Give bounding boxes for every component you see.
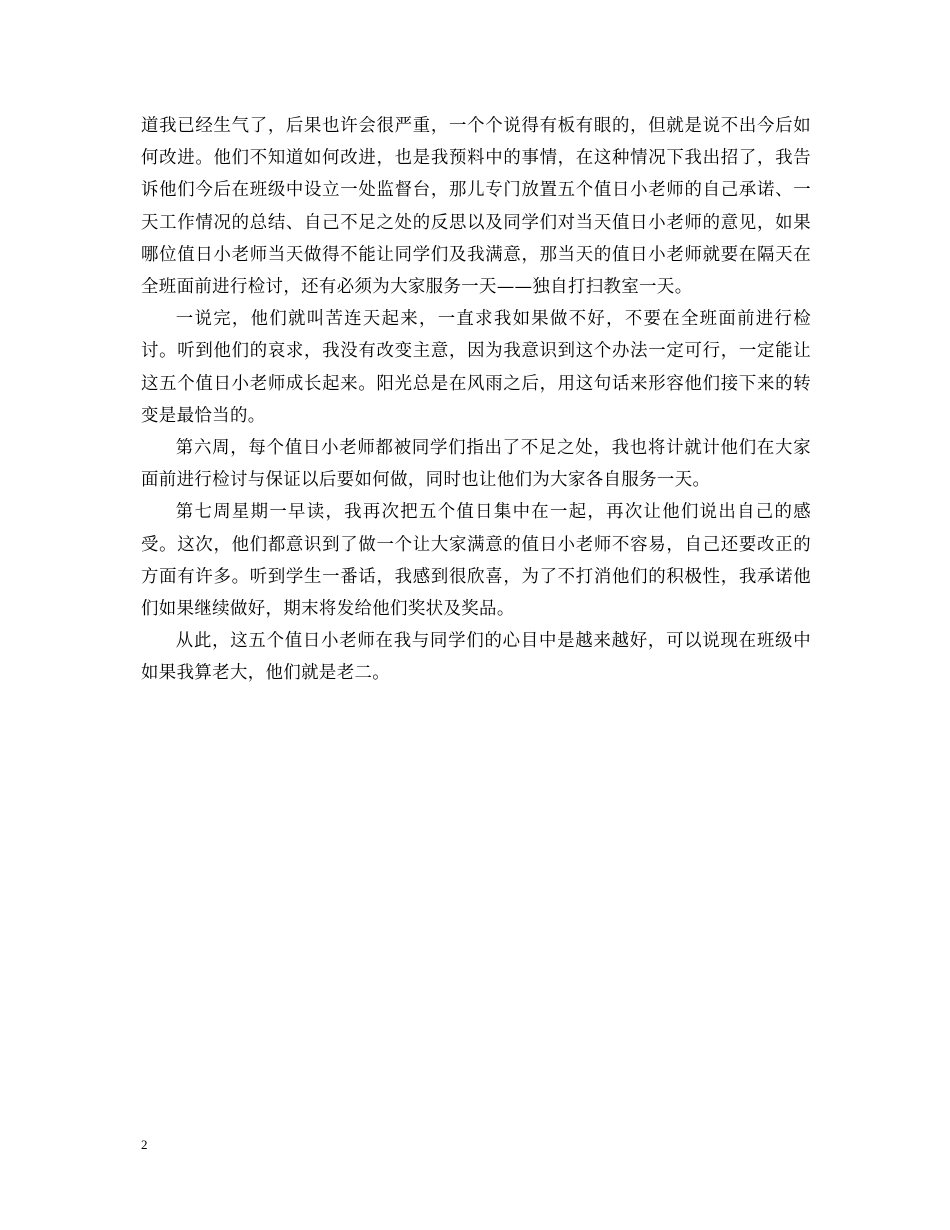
paragraph: 从此，这五个值日小老师在我与同学们的心目中是越来越好，可以说现在班级中如果我算老大，他们就是老二。 bbox=[141, 631, 811, 684]
paragraph: 第六周，每个值日小老师都被同学们指出了不足之处，我也将计就计他们在大家面前进行检讨与保证以后要如何做，同时也让他们为大家各自服务一天。 bbox=[141, 438, 811, 491]
page-number: 2 bbox=[141, 1137, 148, 1152]
paragraph: 第七周星期一早读，我再次把五个值日集中在一起，再次让他们说出自己的感受。这次，他们都意识到了做一个让大家满意的值日小老师不容易，自己还要改正的方面有许多。听到学生一番话，我感到很欣喜，为了不打消他们的积极性，我承诺他们如果继续做好，期末将发给他们奖状及奖品。 bbox=[141, 502, 811, 620]
paragraph-continued: 道我已经生气了，后果也许会很严重，一个个说得有板有眼的，但就是说不出今后如何改进。他们不知道如何改进，也是我预料中的事情，在这种情况下我出招了，我告诉他们今后在班级中设立一处监督台，那儿专门放置五个值日小老师的自己承诺、一天工作情况的总结、自己不足之处的反思以及同学们对当天值日小老师的意见，如果哪位值日小老师当天做得不能让同学们及我满意，那当天的值日小老师就要在隔天在全班面前进行检讨，还有必须为大家服务一天——独自打扫教室一天。 bbox=[141, 116, 811, 298]
paragraph: 一说完，他们就叫苦连天起来，一直求我如果做不好，不要在全班面前进行检讨。听到他们的哀求，我没有改变主意，因为我意识到这个办法一定可行，一定能让这五个值日小老师成长起来。阳光总是在风雨之后，用这句话来形容他们接下来的转变是最恰当的。 bbox=[141, 309, 811, 426]
body-text bbox=[141, 110, 811, 690]
